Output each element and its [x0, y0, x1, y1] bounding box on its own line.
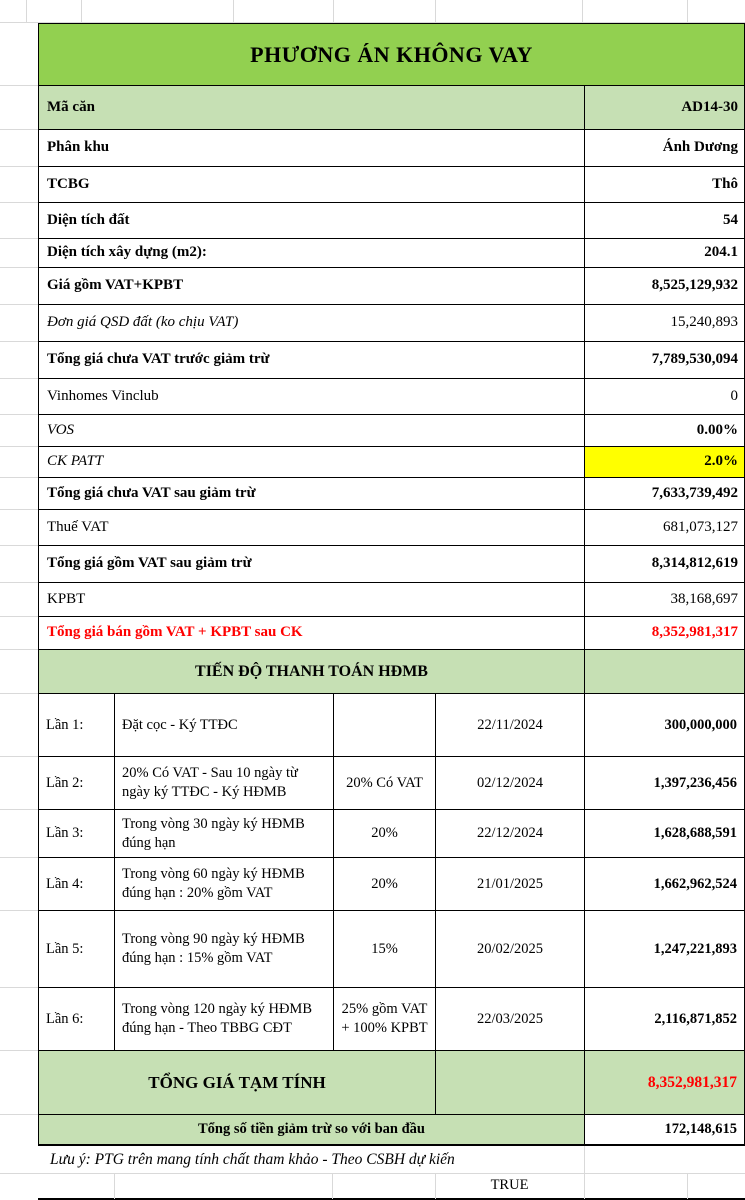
info-label-cell: Thuế VAT	[39, 510, 585, 545]
payment-description-cell: Trong vòng 90 ngày ký HĐMB đúng hạn : 15% gồm VAT	[115, 911, 334, 987]
gridline	[435, 0, 436, 22]
ck-patt-input-cell[interactable]: 2.0%	[585, 447, 744, 477]
gridline	[0, 693, 38, 694]
info-row	[39, 203, 744, 239]
info-value-cell: 0.00%	[696, 421, 738, 438]
gridline	[0, 910, 38, 911]
gridline	[0, 809, 38, 810]
payment-schedule-section	[39, 694, 744, 1051]
info-row	[39, 305, 744, 342]
info-row	[39, 379, 744, 415]
info-row	[39, 130, 744, 167]
gridline	[0, 582, 38, 583]
payment-date-cell: 22/11/2024	[436, 694, 585, 756]
top-gridline-strip	[0, 0, 745, 23]
payment-schedule-header-spacer	[585, 650, 744, 693]
gridline	[584, 1174, 585, 1199]
gridline	[333, 0, 334, 22]
info-row	[39, 415, 744, 447]
payment-date-cell: 02/12/2024	[436, 757, 585, 809]
discount-total-row	[39, 1115, 744, 1144]
payment-row	[39, 858, 744, 911]
gridline	[0, 238, 38, 239]
info-label-cell: Diện tích xây dựng (m2):	[39, 239, 585, 267]
info-label-cell: Diện tích đất	[39, 203, 585, 238]
grand-total-label: TỔNG GIÁ TẠM TÍNH	[39, 1051, 436, 1114]
payment-description-cell: Trong vòng 60 ngày ký HĐMB đúng hạn : 20% gồm VAT	[115, 858, 334, 910]
info-label-cell: Tổng giá chưa VAT sau giảm trừ	[39, 478, 585, 509]
gridline	[332, 1174, 333, 1199]
info-value-cell: 8,525,129,932	[651, 277, 738, 294]
info-label-cell: Tổng giá bán gồm VAT + KPBT sau CK	[39, 617, 585, 649]
info-label-cell: Vinhomes Vinclub	[39, 379, 585, 414]
discount-total-label: Tổng số tiền giảm trừ so với ban đầu	[39, 1115, 585, 1144]
gridline	[0, 22, 745, 23]
info-label-cell: Mã căn	[39, 86, 585, 129]
payment-percent-cell: 25% gồm VAT + 100% KPBT	[334, 988, 436, 1050]
gridline	[0, 304, 38, 305]
info-value-cell: AD14-30	[681, 98, 738, 115]
info-value-cell: 54	[723, 211, 738, 228]
gridline	[0, 166, 38, 167]
info-row	[39, 546, 744, 583]
info-row	[39, 617, 744, 650]
info-value-cell: 0	[730, 387, 738, 404]
gridline	[0, 446, 38, 447]
gridline	[0, 616, 38, 617]
payment-percent-cell: 15%	[334, 911, 436, 987]
info-value-cell: Ánh Dương	[662, 139, 738, 156]
payment-amount-cell: 1,662,962,524	[653, 875, 737, 892]
discount-total-value: 172,148,615	[664, 1121, 737, 1137]
info-value-cell: 7,633,739,492	[651, 484, 738, 501]
payment-row	[39, 911, 744, 988]
payment-percent-cell	[334, 694, 436, 756]
payment-stage-cell: Lần 3:	[39, 810, 115, 857]
info-row	[39, 342, 744, 379]
info-label-cell: Đơn giá QSD đất (ko chịu VAT)	[39, 305, 585, 341]
gridline	[0, 477, 38, 478]
info-row	[39, 86, 744, 130]
payment-schedule-header	[39, 650, 744, 694]
footnote: Lưu ý: PTG trên mang tính chất tham khảo - Theo CSBH dự kiến	[50, 1150, 455, 1168]
info-value-cell: 8,314,812,619	[651, 555, 738, 572]
info-row	[39, 268, 744, 305]
gridline	[0, 545, 38, 546]
payment-stage-cell: Lần 2:	[39, 757, 115, 809]
info-label-cell: Tổng giá chưa VAT trước giảm trừ	[39, 342, 585, 378]
payment-stage-cell: Lần 1:	[39, 694, 115, 756]
info-value-cell: 38,168,697	[670, 590, 738, 607]
unit-info-section	[39, 86, 744, 650]
payment-schedule-header-label: TIẾN ĐỘ THANH TOÁN HĐMB	[39, 650, 585, 693]
payment-row	[39, 988, 744, 1051]
gridline	[0, 267, 38, 268]
gridline	[582, 0, 583, 22]
payment-amount-cell: 1,247,221,893	[653, 940, 737, 957]
payment-description-cell: Đặt cọc - Ký TTĐC	[115, 694, 334, 756]
gridline	[0, 129, 38, 130]
flag-cell: TRUE	[490, 1177, 529, 1193]
payment-percent-cell: 20% Có VAT	[334, 757, 436, 809]
info-row	[39, 447, 744, 478]
page-title: PHƯƠNG ÁN KHÔNG VAY	[39, 24, 744, 86]
gridline	[114, 1174, 115, 1199]
info-value-cell: 15,240,893	[670, 314, 738, 331]
gridline	[0, 857, 38, 858]
info-value-cell: 7,789,530,094	[651, 351, 738, 368]
payment-row	[39, 694, 744, 757]
gridline	[0, 649, 38, 650]
gridline	[81, 0, 82, 22]
info-label-cell: TCBG	[39, 167, 585, 202]
payment-row	[39, 810, 744, 858]
info-row	[39, 583, 744, 617]
gridline	[0, 1173, 745, 1174]
info-label-cell: KPBT	[39, 583, 585, 616]
payment-stage-cell: Lần 4:	[39, 858, 115, 910]
payment-description-cell: Trong vòng 30 ngày ký HĐMB đúng hạn	[115, 810, 334, 857]
payment-percent-cell: 20%	[334, 810, 436, 857]
payment-stage-cell: Lần 5:	[39, 911, 115, 987]
info-label-cell: VOS	[39, 415, 585, 446]
info-label-cell: CK PATT	[39, 447, 585, 477]
gridline	[0, 378, 38, 379]
grand-total-spacer-cell	[436, 1051, 585, 1114]
info-value-cell: 8,352,981,317	[651, 624, 738, 641]
grand-total-value: 8,352,981,317	[647, 1073, 737, 1091]
gridline	[584, 1146, 585, 1173]
gridline	[0, 1114, 38, 1115]
payment-amount-cell: 1,397,236,456	[653, 774, 737, 791]
payment-row	[39, 757, 744, 810]
info-label-cell: Tổng giá gồm VAT sau giảm trừ	[39, 546, 585, 582]
info-row	[39, 510, 744, 546]
gridline	[0, 341, 38, 342]
gridline	[0, 202, 38, 203]
gridline	[0, 414, 38, 415]
quotation-table	[38, 23, 745, 1146]
payment-date-cell: 21/01/2025	[436, 858, 585, 910]
gridline	[0, 987, 38, 988]
gridline	[233, 0, 234, 22]
info-row	[39, 239, 744, 268]
payment-date-cell: 22/12/2024	[436, 810, 585, 857]
payment-description-cell: 20% Có VAT - Sau 10 ngày từ ngày ký TTĐC - Ký HĐMB	[115, 757, 334, 809]
info-value-cell: 204.1	[704, 244, 738, 261]
gridline	[687, 1174, 688, 1199]
grand-total-row	[39, 1051, 744, 1115]
payment-amount-cell: 1,628,688,591	[653, 825, 737, 842]
info-value-cell: Thô	[712, 175, 738, 192]
payment-percent-cell: 20%	[334, 858, 436, 910]
payment-amount-cell: 300,000,000	[664, 716, 737, 733]
gridline	[26, 0, 27, 22]
gridline	[687, 0, 688, 22]
gridline	[0, 509, 38, 510]
info-value-cell: 681,073,127	[663, 518, 738, 535]
payment-amount-cell: 2,116,871,852	[654, 1010, 737, 1027]
payment-date-cell: 20/02/2025	[436, 911, 585, 987]
info-row	[39, 167, 744, 203]
payment-description-cell: Trong vòng 120 ngày ký HĐMB đúng hạn - Theo TBBG CĐT	[115, 988, 334, 1050]
info-label-cell: Giá gồm VAT+KPBT	[39, 268, 585, 304]
gridline	[0, 85, 38, 86]
gridline	[0, 756, 38, 757]
gridline	[0, 1050, 38, 1051]
payment-stage-cell: Lần 6:	[39, 988, 115, 1050]
payment-date-cell: 22/03/2025	[436, 988, 585, 1050]
bottom-row	[38, 1173, 745, 1200]
info-label-cell: Phân khu	[39, 130, 585, 166]
info-row	[39, 478, 744, 510]
gridline	[435, 1174, 436, 1199]
